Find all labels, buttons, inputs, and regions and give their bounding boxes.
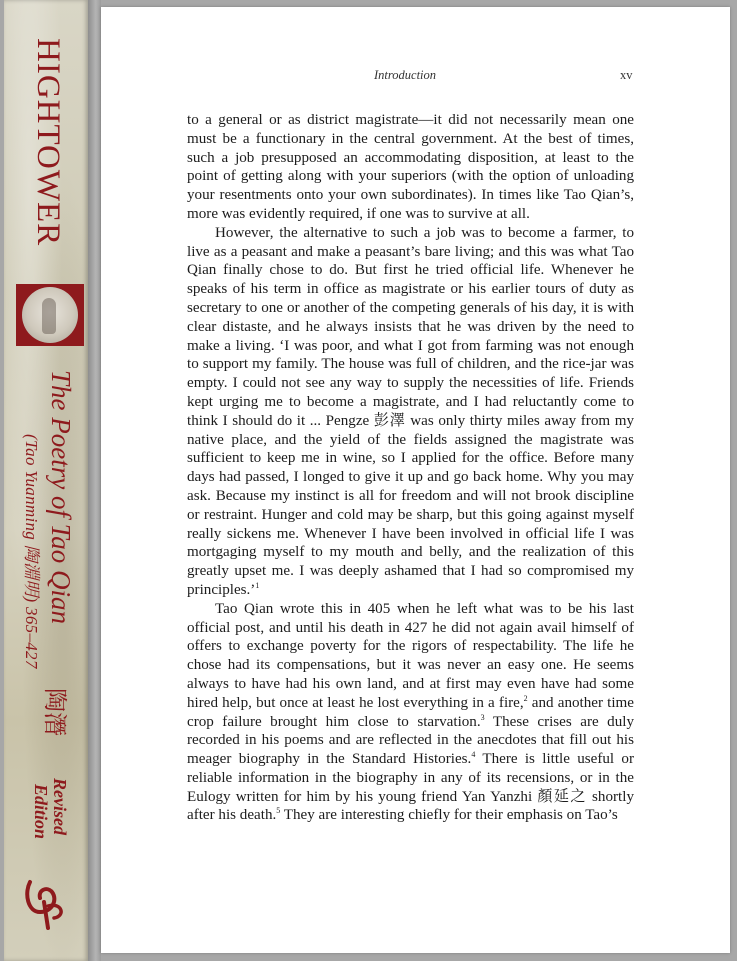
spine-author: HIGHTOWER <box>30 38 66 247</box>
spine-portrait-emblem <box>16 284 84 346</box>
portrait-figure <box>42 298 56 334</box>
paragraph-text: They are interesting chiefly for their emphasis on Tao’s <box>280 807 618 824</box>
paragraph-text: However, the alternative to such a job was to become a farmer, to live as a peasant and make a peasant’s bare living; and this was what Tao Qian finally chose to do. But first he tried official life. Whenever he speaks of his term in office as magistrate or his earlier tours of duty as secretary to one or another of the competing generals of his day, it is with clear distaste, and he always insists that he was driven by the need to make a living. ‘I was poor, and what I got from farming was not enough to support my family. The house was full of children, and the rice-jar was empty. I could not see any way to supply the necessities of life. Friends kept urging me to become a magistrate, and I had reluctantly come to think I should do it ... Pengze 彭澤 was only thirty miles away from my native place, and the yield of the fields assigned the magistrate was sufficient to keep me in wine, so I applied for the office. Before many days had passed, I longed to give it up and go back home. Why you may ask. Because my instinct is all for freedom and will not brook discipline or restraint. Hunger and cold may be sharp, but this going against myself really sickens me. Whenever I have been involved in official life I was mortgaging myself to my mouth and belly, and the realization of this greatly upset me. I was deeply ashamed that I had so compromised my principles.’ <box>187 224 634 598</box>
book-page <box>101 7 730 953</box>
running-head: Introduction <box>374 68 437 82</box>
paragraph <box>187 111 634 224</box>
footnote-ref: 4 <box>471 750 476 760</box>
footnote-ref: 2 <box>523 693 528 703</box>
paragraph-text: These crises are duly recorded in his poems and are reflected in the anecdotes that fill out his meager biography in the Standard Histories. <box>187 713 634 768</box>
spine-edition-line-1: Revised <box>50 778 70 835</box>
paragraph-text: There is little useful or reliable information in the biography in any of its recensions, or in the Eulogy written for him by his young friend Yan Yanzhi 顏延之 shortly after his death. <box>187 751 635 824</box>
paragraph <box>187 224 634 600</box>
spine-title: The Poetry of Tao Qian <box>46 370 76 625</box>
paragraph <box>187 600 634 826</box>
publisher-logo-icon <box>22 872 68 932</box>
paragraph-text: Tao Qian wrote this in 405 when he left what was to be his last official post, and until his death in 427 he did not again avail himself of offers to exchange poverty for the rigors of respectability. The life he chose had its compensations, but it was never an easy one. He seems always to have had his own land, and at first may even have had some hired help, but once at least he lost everything in a fire, <box>187 600 634 711</box>
spine-edition-line-2: Edition <box>31 784 51 840</box>
paragraph-text: to a general or as district magistrate—it did not necessarily mean one must be a functionary in the central government. At the best of times, such a job presupposed an accommodating disposition, at least to the point of getting along with your superiors (with the option of unloading your resentments onto your own subordinates). In times like Tao Qian’s, more was evidently required, if one was to survive at all. <box>187 112 634 222</box>
body-text <box>187 111 634 825</box>
spine-edge-shadow <box>88 0 101 961</box>
spine-chinese-title: 陶潛 <box>41 688 67 736</box>
page-number: xv <box>620 68 633 82</box>
footnote-ref: 5 <box>276 806 281 816</box>
footnote-ref: 1 <box>255 580 260 590</box>
paragraph-text: and another time crop failure brought him close to starvation. <box>187 694 635 730</box>
spine-subtitle: (Tao Yuanming 陶淵明) 365–427 <box>22 434 41 669</box>
book-spine <box>4 0 88 961</box>
footnote-ref: 3 <box>480 712 485 722</box>
